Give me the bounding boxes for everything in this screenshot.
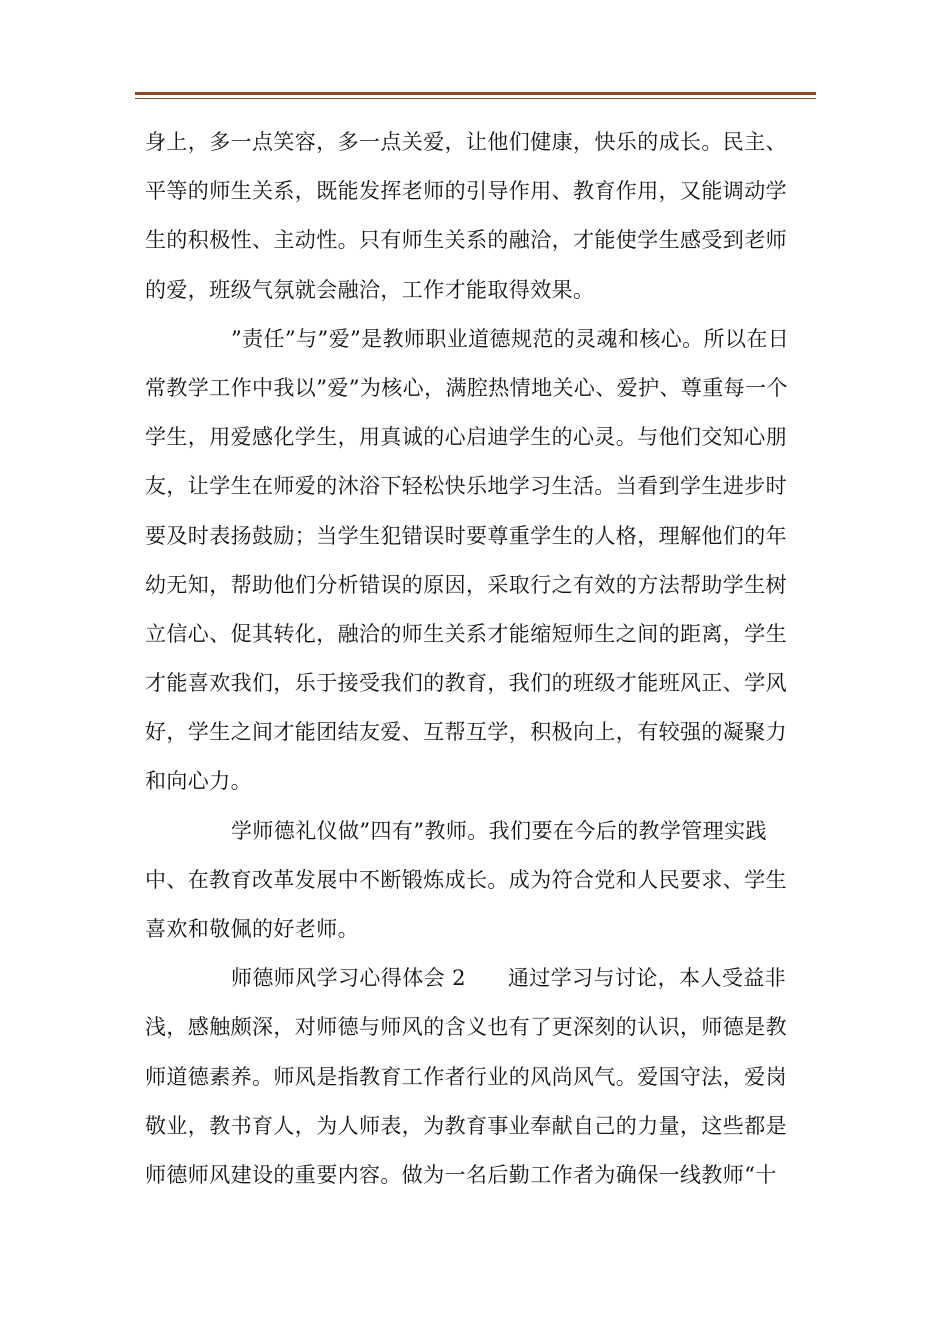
paragraph [145,118,810,315]
section-heading: 师德师风学习心得体会 2 [231,966,466,991]
text-line: 好，学生之间才能团结友爱、互帮互学，积极向上，有较强的凝聚力 [145,720,787,745]
text-line: 敬业，教书育人，为人师表，为教育事业奉献自己的力量，这些都是 [145,1113,787,1138]
text-line: 立信心、促其转化，融洽的师生关系才能缩短师生之间的距离，学生 [145,621,787,646]
paragraph [145,807,810,955]
text-line: 常教学工作中我以”爱”为核心，满腔热情地关心、爱护、尊重每一个 [145,375,788,400]
text-line [145,954,810,1003]
text-line: 学生，用爱感化学生，用真诚的心启迪学生的心灵。与他们交知心朋 [145,425,787,450]
text-line: 要及时表扬鼓励；当学生犯错误时要尊重学生的人格，理解他们的年 [145,523,787,548]
text-line: 的爱，班级气氛就会融洽，工作才能取得效果。 [145,277,595,302]
text-line: 喜欢和敬佩的好老师。 [145,917,359,941]
text-line: 身上，多一点笑容，多一点关爱，让他们健康，快乐的成长。民主、 [145,130,787,154]
text-line: 中、在教育改革发展中不断锻炼成长。成为符合党和人民要求、学生 [145,867,787,892]
paragraph [145,954,810,1200]
text-line: 生的积极性、主动性。只有师生关系的融洽，才能使学生感受到老师 [145,228,787,253]
text-line: 和向心力。 [145,769,252,794]
text-line: 幼无知，帮助他们分析错误的原因，采取行之有效的方法帮助学生树 [145,572,787,597]
document-body [145,118,810,1200]
text-line: 学师德礼仪做”四有”教师。我们要在今后的教学管理实践 [231,818,767,843]
text-line: 师道德素养。师风是指教育工作者行业的风尚风气。爱国守法，爱岗 [145,1064,787,1089]
text-line: 平等的师生关系，既能发挥老师的引导作用、教育作用，又能调动学 [145,179,787,204]
header-rule [135,92,816,95]
text-line: 才能喜欢我们，乐于接受我们的教育，我们的班级才能班风正、学风 [145,671,787,696]
text-line: ”责任”与”爱”是教师职业道德规范的灵魂和核心。所以在日 [231,326,790,351]
text-run: 通过学习与讨论，本人受益非 [507,966,787,991]
text-line: 师德师风建设的重要内容。做为一名后勤工作者为确保一线教师“十 [145,1162,777,1187]
text-line: 友，让学生在师爱的沐浴下轻松快乐地学习生活。当看到学生进步时 [145,474,787,499]
text-line: 浅，感触颇深，对师德与师风的含义也有了更深刻的认识，师德是教 [145,1015,787,1040]
paragraph [145,315,810,807]
